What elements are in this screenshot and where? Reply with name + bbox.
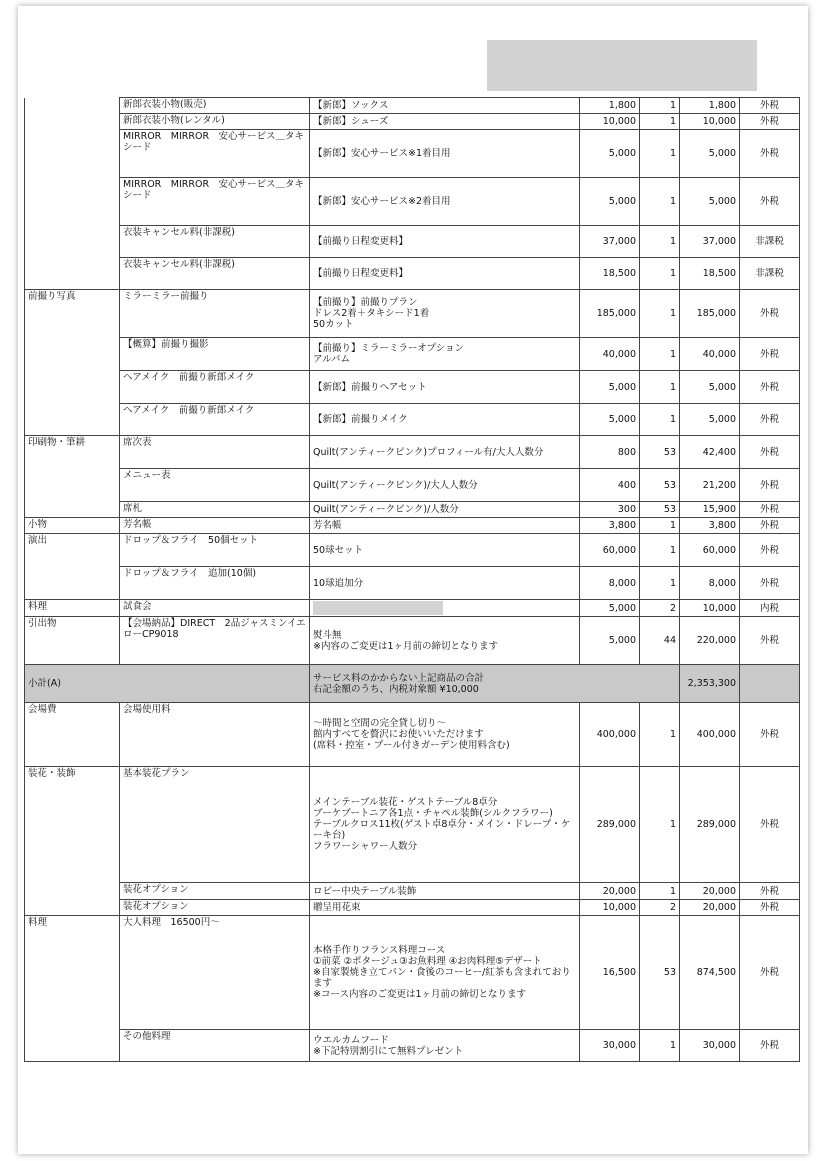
price-cell: 800 — [580, 436, 640, 469]
amount-cell: 400,000 — [680, 703, 740, 767]
item-cell: ドロップ＆フライ 50個セット — [120, 534, 310, 567]
price-cell: 185,000 — [580, 290, 640, 338]
amount-cell: 3,800 — [680, 518, 740, 534]
category-cell: 演出 — [25, 534, 120, 600]
item-cell: 衣装キャンセル料(非課税) — [120, 226, 310, 258]
price-cell: 10,000 — [580, 900, 640, 916]
category-cell: 会場費 — [25, 703, 120, 767]
price-cell: 20,000 — [580, 883, 640, 900]
desc-cell: 本格手作りフランス料理コース ①前菜 ②ポタージュ③お魚料理 ④お肉料理⑤デザート ※自家製焼き立てパン・食後のコーヒー/紅茶も含まれております ※コース内容のご変更は1ヶ月前の締切となります — [310, 916, 580, 1030]
amount-cell: 220,000 — [680, 617, 740, 665]
price-cell: 37,000 — [580, 226, 640, 258]
item-cell: 新郎衣装小物(レンタル) — [120, 114, 310, 130]
price-cell: 30,000 — [580, 1030, 640, 1062]
desc-cell: ～時間と空間の完全貸し切り～ 館内すべてを贅沢にお使いいただけます (席料・控室・プール付きガーデン使用料含む) — [310, 703, 580, 767]
qty-cell: 1 — [640, 290, 680, 338]
tax-cell: 外税 — [740, 338, 800, 371]
subtotal-tax — [740, 665, 800, 703]
amount-cell: 20,000 — [680, 883, 740, 900]
amount-cell: 5,000 — [680, 178, 740, 226]
table-row — [25, 502, 800, 518]
tax-cell: 外税 — [740, 502, 800, 518]
item-cell: MIRROR MIRROR 安心サービス＿タキシード — [120, 130, 310, 178]
table-row — [25, 404, 800, 436]
desc-cell: 【新郎】前撮りヘアセット — [310, 371, 580, 404]
item-cell: ヘアメイク 前撮り新郎メイク — [120, 404, 310, 436]
item-cell: 席次表 — [120, 436, 310, 469]
qty-cell: 53 — [640, 916, 680, 1030]
price-cell: 18,500 — [580, 258, 640, 290]
tax-cell: 外税 — [740, 900, 800, 916]
price-cell: 300 — [580, 502, 640, 518]
amount-cell: 18,500 — [680, 258, 740, 290]
desc-cell: 贈呈用花束 — [310, 900, 580, 916]
price-cell: 5,000 — [580, 130, 640, 178]
category-cell: 料理 — [25, 916, 120, 1062]
amount-cell: 1,800 — [680, 98, 740, 114]
desc-cell: 【前撮り日程変更料】 — [310, 258, 580, 290]
qty-cell: 1 — [640, 767, 680, 883]
qty-cell: 1 — [640, 404, 680, 436]
table-row — [25, 534, 800, 567]
price-cell: 1,800 — [580, 98, 640, 114]
qty-cell: 53 — [640, 469, 680, 502]
tax-cell: 外税 — [740, 178, 800, 226]
tax-cell: 外税 — [740, 130, 800, 178]
amount-cell: 8,000 — [680, 567, 740, 600]
desc-cell: 芳名帳 — [310, 518, 580, 534]
tax-cell: 非課税 — [740, 258, 800, 290]
item-cell: 試食会 — [120, 600, 310, 617]
desc-cell: 50球セット — [310, 534, 580, 567]
qty-cell: 1 — [640, 534, 680, 567]
table-row — [25, 178, 800, 226]
amount-cell: 42,400 — [680, 436, 740, 469]
table-row — [25, 338, 800, 371]
amount-cell: 60,000 — [680, 534, 740, 567]
desc-cell: メインテーブル装花・ゲストテーブル8卓分 ブーケブートニア各1点・チャペル装飾(シルクフラワー) テーブルクロス11枚(ゲスト卓8卓分・メイン・ドレープ・ケーキ台) フラワーシャワー人数分 — [310, 767, 580, 883]
category-cell — [25, 98, 120, 290]
table-row — [25, 290, 800, 338]
price-cell: 289,000 — [580, 767, 640, 883]
qty-cell: 44 — [640, 617, 680, 665]
price-cell: 5,000 — [580, 404, 640, 436]
tax-cell: 外税 — [740, 114, 800, 130]
item-cell: 芳名帳 — [120, 518, 310, 534]
qty-cell: 1 — [640, 130, 680, 178]
tax-cell: 外税 — [740, 617, 800, 665]
item-cell: 【概算】前撮り撮影 — [120, 338, 310, 371]
table-row — [25, 436, 800, 469]
desc-cell: 【新郎】前撮りメイク — [310, 404, 580, 436]
tax-cell: 外税 — [740, 567, 800, 600]
desc-cell: Quilt(アンティークピンク)/大人人数分 — [310, 469, 580, 502]
tax-cell: 外税 — [740, 469, 800, 502]
desc-cell: Quilt(アンティークピンク)/人数分 — [310, 502, 580, 518]
desc-cell: 【新郎】シューズ — [310, 114, 580, 130]
table-row — [25, 1030, 800, 1062]
qty-cell: 2 — [640, 900, 680, 916]
tax-cell: 外税 — [740, 98, 800, 114]
subtotal-amount: 2,353,300 — [680, 665, 740, 703]
qty-cell: 1 — [640, 226, 680, 258]
item-cell: 大人料理 16500円～ — [120, 916, 310, 1030]
qty-cell: 1 — [640, 114, 680, 130]
amount-cell: 30,000 — [680, 1030, 740, 1062]
table-row — [25, 600, 800, 617]
category-cell: 引出物 — [25, 617, 120, 665]
subtotal-row — [25, 665, 800, 703]
amount-cell: 874,500 — [680, 916, 740, 1030]
qty-cell: 2 — [640, 600, 680, 617]
desc-cell: 【前撮り】ミラーミラーオプション アルバム — [310, 338, 580, 371]
tax-cell: 外税 — [740, 404, 800, 436]
item-cell: ミラーミラー前撮り — [120, 290, 310, 338]
category-cell: 小物 — [25, 518, 120, 534]
table-row — [25, 567, 800, 600]
desc-cell: ロビー中央テーブル装飾 — [310, 883, 580, 900]
category-cell: 前撮り写真 — [25, 290, 120, 436]
tax-cell: 外税 — [740, 916, 800, 1030]
desc-cell: 【前撮り日程変更料】 — [310, 226, 580, 258]
price-cell: 60,000 — [580, 534, 640, 567]
table-row — [25, 900, 800, 916]
table-row — [25, 371, 800, 404]
qty-cell: 1 — [640, 258, 680, 290]
table-row — [25, 883, 800, 900]
tax-cell: 外税 — [740, 1030, 800, 1062]
amount-cell: 5,000 — [680, 404, 740, 436]
redacted-text — [313, 601, 443, 615]
estimate-table — [24, 97, 800, 1062]
price-cell: 16,500 — [580, 916, 640, 1030]
amount-cell: 20,000 — [680, 900, 740, 916]
item-cell: 装花オプション — [120, 883, 310, 900]
category-cell: 装花・装飾 — [25, 767, 120, 916]
table-row — [25, 130, 800, 178]
tax-cell: 非課税 — [740, 226, 800, 258]
qty-cell: 53 — [640, 436, 680, 469]
qty-cell: 1 — [640, 567, 680, 600]
table-row — [25, 98, 800, 114]
item-cell: 新郎衣装小物(販売) — [120, 98, 310, 114]
item-cell: 【会場納品】DIRECT 2品ジャスミンイエローCP9018 — [120, 617, 310, 665]
item-cell: メニュー表 — [120, 469, 310, 502]
price-cell: 10,000 — [580, 114, 640, 130]
price-cell: 400,000 — [580, 703, 640, 767]
qty-cell: 1 — [640, 371, 680, 404]
category-cell: 印刷物・筆耕 — [25, 436, 120, 518]
price-cell: 8,000 — [580, 567, 640, 600]
subtotal-label: 小計(A) — [25, 665, 310, 703]
tax-cell: 外税 — [740, 371, 800, 404]
amount-cell: 5,000 — [680, 371, 740, 404]
item-cell: ヘアメイク 前撮り新郎メイク — [120, 371, 310, 404]
amount-cell: 40,000 — [680, 338, 740, 371]
desc-cell: 10球追加分 — [310, 567, 580, 600]
price-cell: 40,000 — [580, 338, 640, 371]
tax-cell: 外税 — [740, 436, 800, 469]
tax-cell: 外税 — [740, 518, 800, 534]
item-cell: 席札 — [120, 502, 310, 518]
item-cell: 会場使用料 — [120, 703, 310, 767]
amount-cell: 185,000 — [680, 290, 740, 338]
amount-cell: 37,000 — [680, 226, 740, 258]
table-row — [25, 518, 800, 534]
price-cell: 5,000 — [580, 600, 640, 617]
item-cell: その他料理 — [120, 1030, 310, 1062]
amount-cell: 5,000 — [680, 130, 740, 178]
tax-cell: 内税 — [740, 600, 800, 617]
price-cell: 5,000 — [580, 178, 640, 226]
price-cell: 3,800 — [580, 518, 640, 534]
qty-cell: 1 — [640, 98, 680, 114]
desc-cell: 【新郎】安心サービス※2着目用 — [310, 178, 580, 226]
table-row — [25, 258, 800, 290]
qty-cell: 1 — [640, 883, 680, 900]
qty-cell: 1 — [640, 1030, 680, 1062]
table-row — [25, 226, 800, 258]
desc-cell: Quilt(アンティークピンク)プロフィール有/大人人数分 — [310, 436, 580, 469]
amount-cell: 10,000 — [680, 114, 740, 130]
table-row — [25, 114, 800, 130]
tax-cell: 外税 — [740, 767, 800, 883]
desc-cell: 熨斗無 ※内容のご変更は1ヶ月前の締切となります — [310, 617, 580, 665]
desc-cell: ウエルカムフード ※下記特別割引にて無料プレゼント — [310, 1030, 580, 1062]
tax-cell: 外税 — [740, 883, 800, 900]
table-row — [25, 469, 800, 502]
amount-cell: 15,900 — [680, 502, 740, 518]
tax-cell: 外税 — [740, 703, 800, 767]
qty-cell: 1 — [640, 178, 680, 226]
qty-cell: 1 — [640, 338, 680, 371]
item-cell: ドロップ＆フライ 追加(10個) — [120, 567, 310, 600]
desc-cell: 【前撮り】前撮りプラン ドレス2着＋タキシード1着 50カット — [310, 290, 580, 338]
qty-cell: 1 — [640, 518, 680, 534]
amount-cell: 21,200 — [680, 469, 740, 502]
table-row — [25, 703, 800, 767]
item-cell: 衣装キャンセル料(非課税) — [120, 258, 310, 290]
price-cell: 5,000 — [580, 617, 640, 665]
category-cell: 料理 — [25, 600, 120, 617]
price-cell: 400 — [580, 469, 640, 502]
desc-cell — [310, 600, 580, 617]
tax-cell: 外税 — [740, 290, 800, 338]
qty-cell: 53 — [640, 502, 680, 518]
desc-cell: 【新郎】ソックス — [310, 98, 580, 114]
item-cell: 装花オプション — [120, 900, 310, 916]
qty-cell: 1 — [640, 703, 680, 767]
table-row — [25, 916, 800, 1030]
item-cell: MIRROR MIRROR 安心サービス＿タキシード — [120, 178, 310, 226]
table-row — [25, 617, 800, 665]
amount-cell: 10,000 — [680, 600, 740, 617]
price-cell: 5,000 — [580, 371, 640, 404]
subtotal-desc: サービス料のかからない上記商品の合計 右記金額のうち、内税対象額 ¥10,000 — [310, 665, 680, 703]
item-cell: 基本装花プラン — [120, 767, 310, 883]
table-row — [25, 767, 800, 883]
amount-cell: 289,000 — [680, 767, 740, 883]
redacted-header-block — [487, 40, 757, 91]
desc-cell: 【新郎】安心サービス※1着目用 — [310, 130, 580, 178]
tax-cell: 外税 — [740, 534, 800, 567]
